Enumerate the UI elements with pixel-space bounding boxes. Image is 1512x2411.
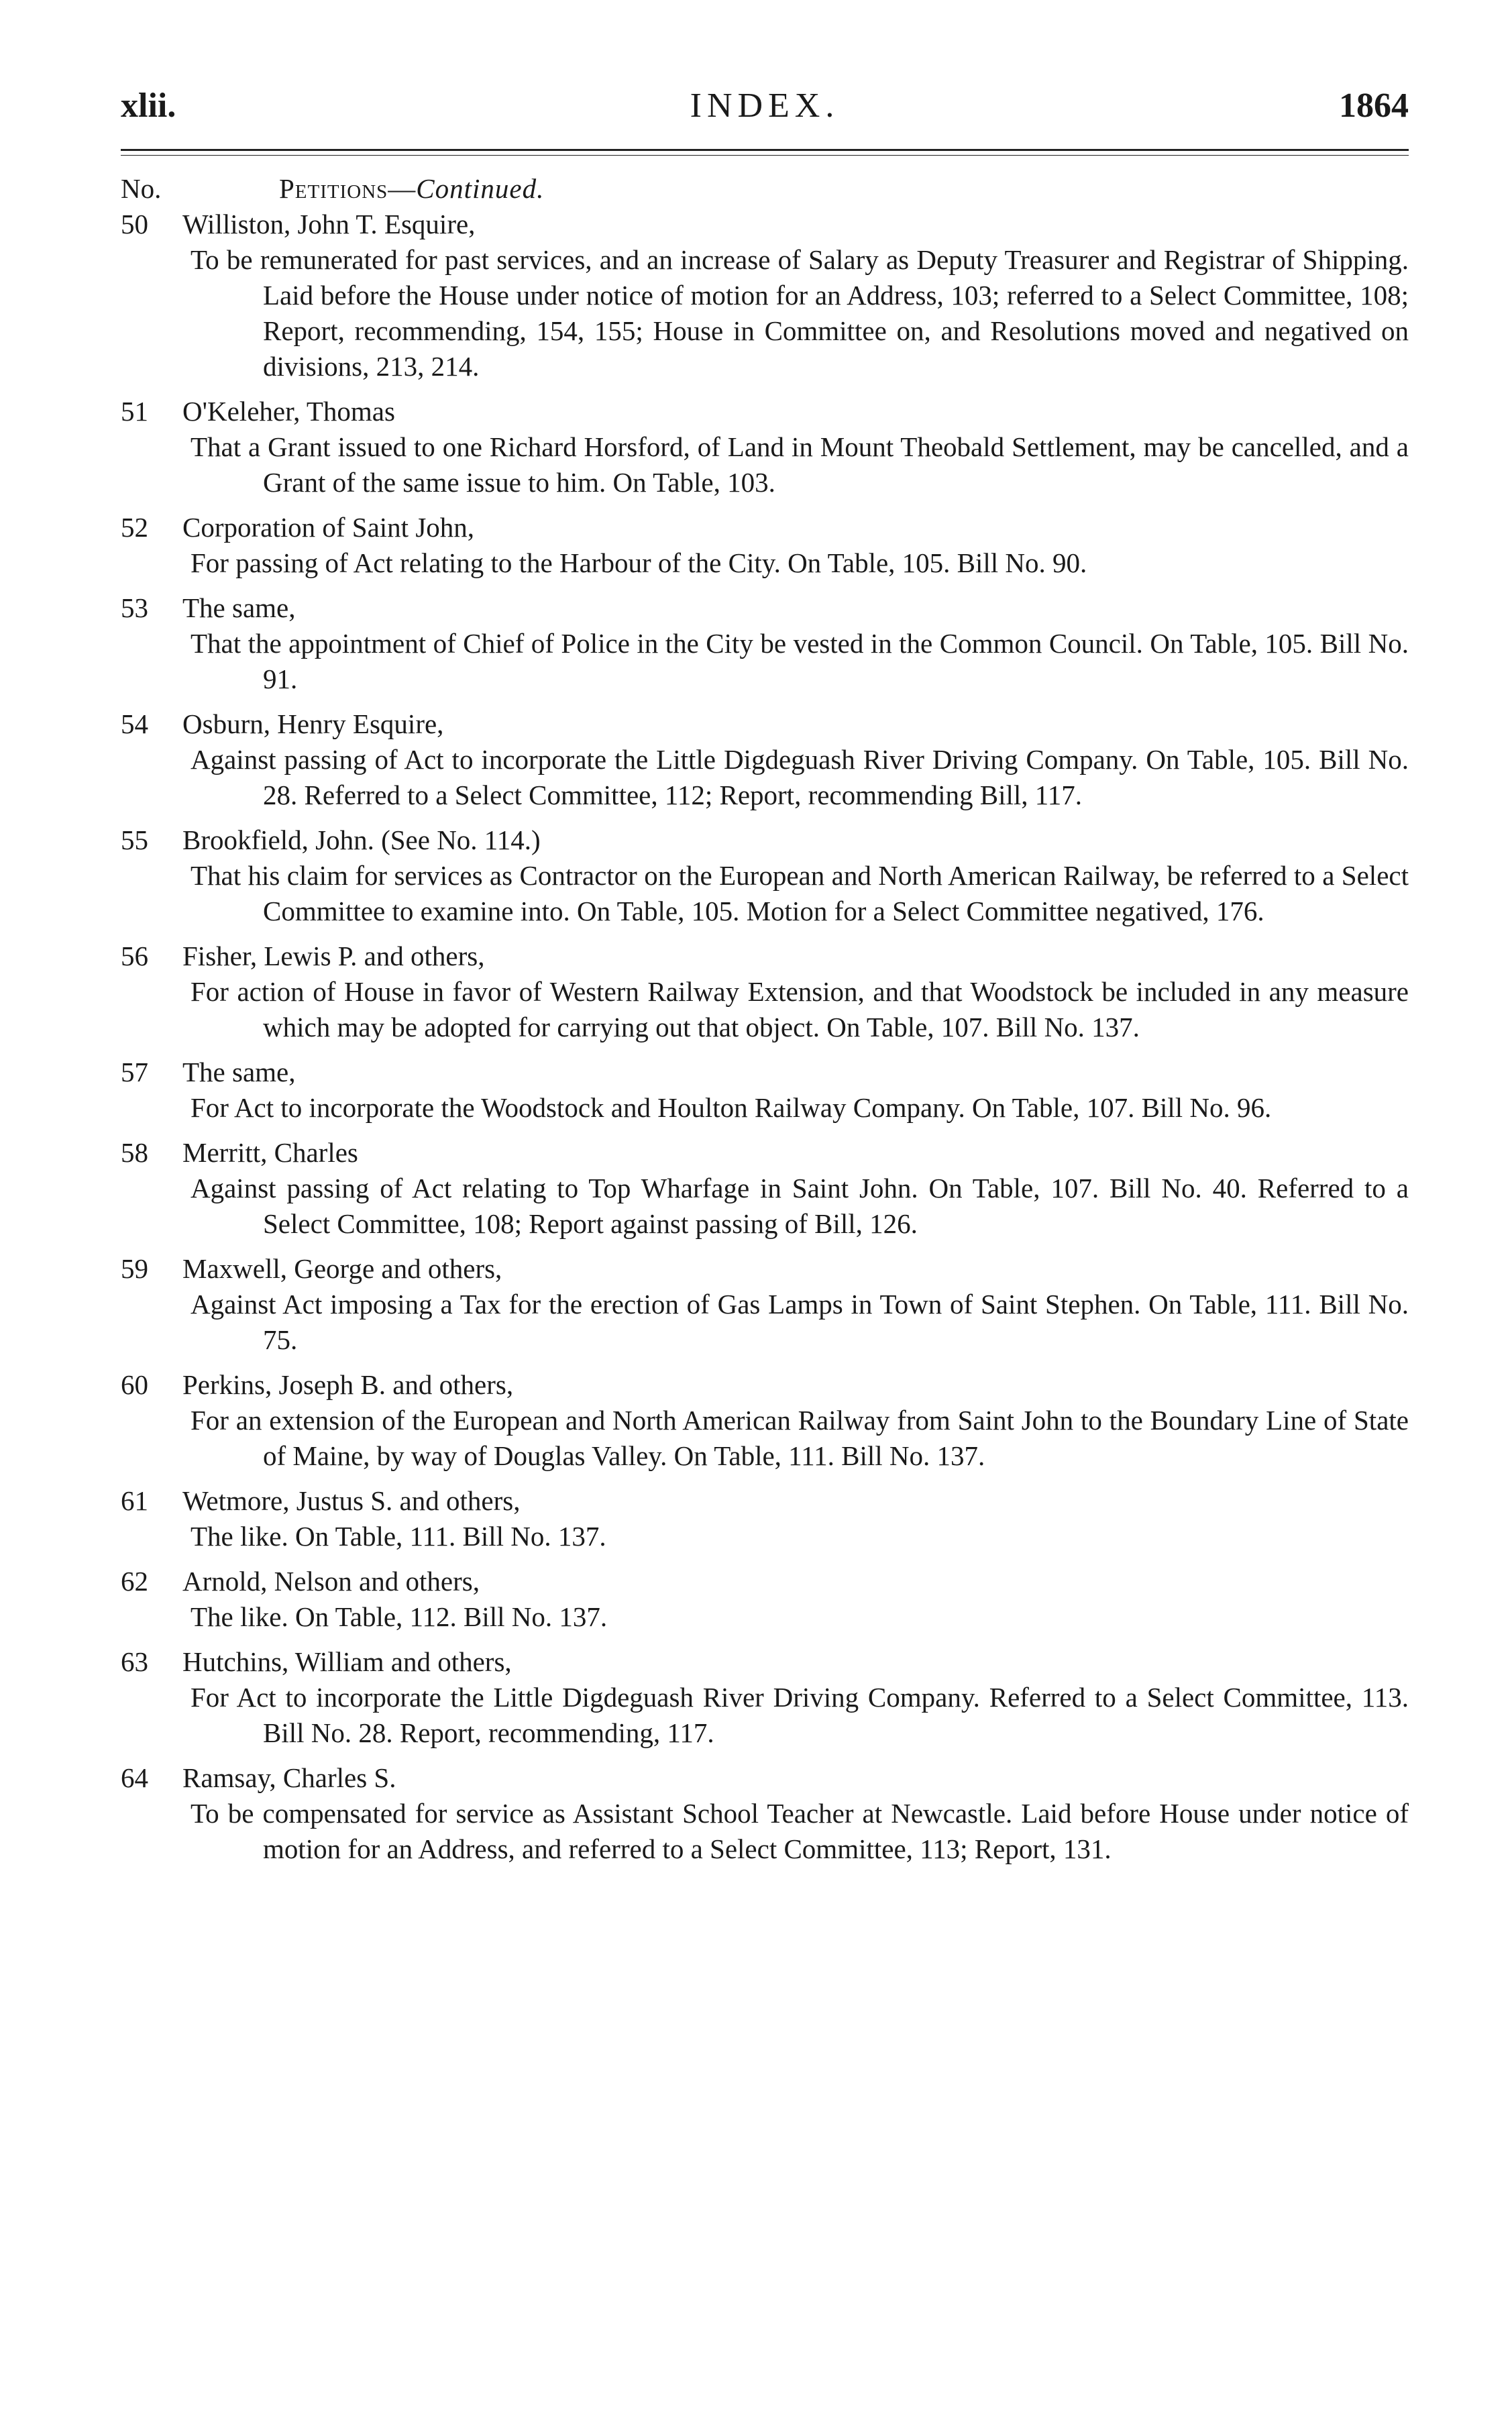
section-title: [279, 170, 544, 207]
petition-description: Against Act imposing a Tax for the erection of Gas Lamps in Town of Saint Stephen. On Table, 111. Bill No. 75.: [191, 1289, 1409, 1355]
petitioner-name: Corporation of Saint John,: [182, 512, 475, 543]
entry-number: 60: [121, 1369, 148, 1400]
index-entry: [121, 207, 1409, 384]
petition-description: For Act to incorporate the Little Digdeguash River Driving Company. Referred to a Select Committee, 113. Bill No. 28. Report, recommending, 117.: [191, 1682, 1409, 1748]
index-entry: [121, 1367, 1409, 1474]
entry-number: 58: [121, 1137, 148, 1168]
entry-name-row: [121, 1135, 1409, 1171]
entry-name-row: [121, 706, 1409, 742]
section-title-text: Petitions—: [279, 173, 417, 204]
petitioner-name: The same,: [182, 592, 296, 623]
entry-number: 50: [121, 209, 148, 239]
petitioner-name: Fisher, Lewis P. and others,: [182, 941, 485, 971]
entry-name-row: [121, 1564, 1409, 1599]
page-title: INDEX.: [690, 87, 840, 125]
entry-number: 57: [121, 1057, 148, 1087]
petition-description: That a Grant issued to one Richard Horsford, of Land in Mount Theobald Settlement, may be cancelled, and a Grant of the same issue to him. On Table, 103.: [191, 431, 1409, 498]
index-entry: [121, 822, 1409, 929]
petition-description: For passing of Act relating to the Harbour of the City. On Table, 105. Bill No. 90.: [191, 547, 1087, 578]
entry-name-row: [121, 1055, 1409, 1090]
petitioner-name: Osburn, Henry Esquire,: [182, 708, 444, 739]
petition-description: Against passing of Act relating to Top Wharfage in Saint John. On Table, 107. Bill No. 40. Referred to a Select Committee, 108; Report against passing of Bill, 126.: [191, 1173, 1409, 1239]
index-entry: [121, 1055, 1409, 1126]
petitioner-name: Ramsay, Charles S.: [182, 1762, 396, 1793]
petitioner-name: O'Keleher, Thomas: [182, 396, 395, 427]
entry-name-row: [121, 590, 1409, 626]
petitioner-name: Arnold, Nelson and others,: [182, 1566, 480, 1597]
petition-description: That the appointment of Chief of Police in the City be vested in the Common Council. On Table, 105. Bill No. 91.: [191, 628, 1409, 694]
index-entry: [121, 590, 1409, 697]
entry-number: 56: [121, 941, 148, 971]
petition-description: For action of House in favor of Western Railway Extension, and that Woodstock be included in any measure which may be adopted for carrying out that object. On Table, 107. Bill No. 137.: [191, 976, 1409, 1042]
entry-number: 62: [121, 1566, 148, 1597]
index-entry: [121, 1760, 1409, 1867]
entry-name-row: [121, 1760, 1409, 1796]
petitioner-name: Brookfield, John. (See No. 114.): [182, 824, 541, 855]
index-entry: [121, 1644, 1409, 1751]
section-heading: [121, 170, 1409, 207]
petition-description: The like. On Table, 111. Bill No. 137.: [191, 1521, 606, 1552]
index-entry: [121, 1135, 1409, 1242]
page-header: [121, 86, 1409, 140]
header-rule: [121, 149, 1409, 156]
petitioner-name: Merritt, Charles: [182, 1137, 358, 1168]
entry-name-row: [121, 822, 1409, 858]
entry-name-row: [121, 939, 1409, 974]
entry-number: 52: [121, 512, 148, 543]
entry-name-row: [121, 1644, 1409, 1680]
entry-number: 53: [121, 592, 148, 623]
entry-number: 64: [121, 1762, 148, 1793]
section-title-continued: Continued.: [416, 173, 545, 204]
entry-number: 63: [121, 1646, 148, 1677]
index-entry: [121, 510, 1409, 581]
number-column-label: No.: [121, 173, 162, 204]
petitioner-name: Perkins, Joseph B. and others,: [182, 1369, 514, 1400]
entry-number: 55: [121, 824, 148, 855]
page-year: 1864: [1339, 87, 1409, 125]
petition-description: That his claim for services as Contractor on the European and North American Railway, be referred to a Select Committee to examine into. On Table, 105. Motion for a Select Committee negatived, 176.: [191, 860, 1409, 926]
index-entry: [121, 1564, 1409, 1635]
entry-number: 54: [121, 708, 148, 739]
petitioner-name: Wetmore, Justus S. and others,: [182, 1485, 521, 1516]
index-entry: [121, 1483, 1409, 1554]
petitioner-name: Hutchins, William and others,: [182, 1646, 512, 1677]
entry-name-row: [121, 1367, 1409, 1403]
petition-description: The like. On Table, 112. Bill No. 137.: [191, 1601, 608, 1632]
petition-description: For an extension of the European and North American Railway from Saint John to the Boundary Line of State of Maine, by way of Douglas Valley. On Table, 111. Bill No. 137.: [191, 1405, 1409, 1471]
entry-number: 51: [121, 396, 148, 427]
entry-name-row: [121, 510, 1409, 545]
index-entry: [121, 706, 1409, 813]
index-entry: [121, 394, 1409, 500]
petitioner-name: Williston, John T. Esquire,: [182, 209, 476, 239]
entry-name-row: [121, 394, 1409, 429]
entry-number: 61: [121, 1485, 148, 1516]
petition-description: For Act to incorporate the Woodstock and Houlton Railway Company. On Table, 107. Bill No. 96.: [191, 1092, 1272, 1123]
index-entry: [121, 1251, 1409, 1358]
entry-name-row: [121, 1483, 1409, 1519]
index-entry: [121, 939, 1409, 1045]
petitioner-name: Maxwell, George and others,: [182, 1253, 502, 1284]
page-numeral: xlii.: [121, 87, 176, 125]
petition-description: Against passing of Act to incorporate the Little Digdeguash River Driving Company. On Table, 105. Bill No. 28. Referred to a Select Committee, 112; Report, recommending Bill, 117.: [191, 744, 1409, 810]
petition-description: To be compensated for service as Assistant School Teacher at Newcastle. Laid before House under notice of motion for an Address, and referred to a Select Committee, 113; Report, 131.: [191, 1798, 1409, 1864]
petition-description: To be remunerated for past services, and an increase of Salary as Deputy Treasurer and Registrar of Shipping. Laid before the House under notice of motion for an Address, 103; referred to a Select Committee, 108; Report, recommending, 154, 155; House in Committee on, and Resolutions moved and negatived on divisions, 213, 214.: [191, 244, 1409, 382]
entry-name-row: [121, 1251, 1409, 1287]
index-page: [121, 86, 1409, 1876]
entry-name-row: [121, 207, 1409, 242]
entry-number: 59: [121, 1253, 148, 1284]
petitioner-name: The same,: [182, 1057, 296, 1087]
entry-list: [121, 207, 1409, 1867]
